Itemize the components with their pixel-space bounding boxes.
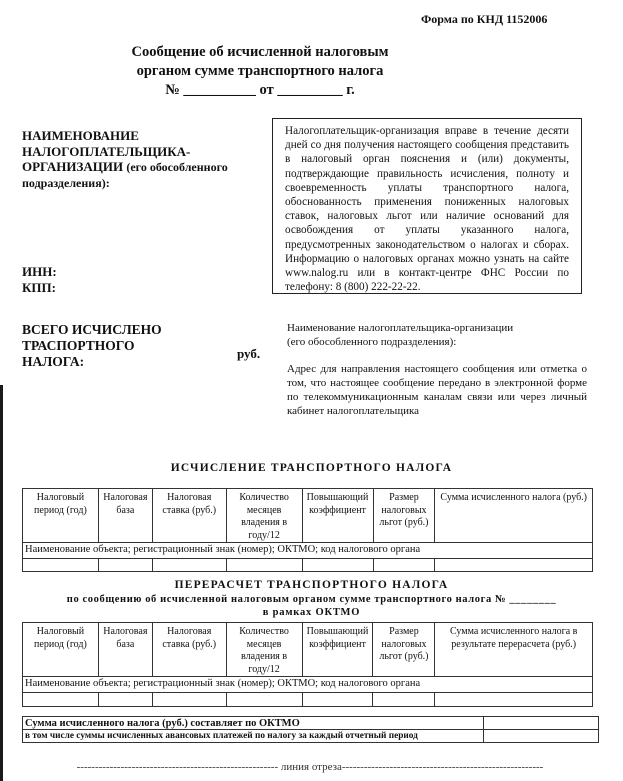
summary-row-advance [23,730,599,743]
object-row [23,543,593,559]
taxpayer-name-label [22,128,228,191]
title-line-1: Сообщение об исчисленной налоговым [131,44,389,60]
col-increasing-coefficient: Повышающий коэффициент [302,489,373,543]
table-row [23,692,593,706]
summary-row-oktmo [23,717,599,730]
col-months-owned: Количество месяцев владения в году/12 [226,623,302,677]
notice-box [272,118,582,294]
table-header-row [23,489,593,543]
recipient-address-text: Адрес для направления настоящего сообщения или отметка о том, что настоящее сообщение передано в электронной форме по телекоммуникационным каналам связи или через личный кабинет налогоплательщика [287,363,587,417]
cell-tax-rate[interactable] [152,559,226,572]
recipient-name-label [287,321,587,349]
recipient-name-line-1: Наименование налогоплательщика-организации [287,322,514,334]
recipient-address-label [287,362,587,418]
calculation-table [22,488,593,572]
cell-tax-period[interactable] [23,692,99,706]
col-tax-rate: Налоговая ставка (руб.) [152,623,226,677]
taxpayer-label-line-2: НАЛОГОПЛАТЕЛЬЩИКА- [22,143,191,159]
title-line-2: органом сумме транспортного налога [136,63,384,79]
cell-tax-rate[interactable] [152,692,226,706]
title-number-date: № __________ от _________ г. [165,82,355,98]
total-currency: руб. [237,346,261,361]
recipient-name-line-2: (его обособленного подразделения): [287,336,457,348]
total-label-line-1: ВСЕГО ИСЧИСЛЕНО [22,322,162,337]
cell-recalculated-tax[interactable] [435,692,593,706]
total-label-line-3: НАЛОГА: [22,354,85,369]
taxpayer-label-line-1: НАИМЕНОВАНИЕ [22,128,139,143]
object-description: Наименование объекта; регистрационный знак (номер); ОКТМО; код налогового органа [23,677,593,693]
table-header-row [23,623,593,677]
taxpayer-label-line-4: подразделения): [22,175,110,190]
summary-oktmo-value[interactable] [484,717,599,730]
col-tax-period: Налоговый период (год) [23,489,99,543]
col-tax-base: Налоговая база [98,489,152,543]
cell-tax-period[interactable] [23,559,99,572]
taxpayer-label-line-3: ОРГАНИЗАЦИИ [22,159,124,174]
recalculation-subtitle: по сообщению об исчисленной налоговым органом сумме транспортного налога № ________ [66,594,557,605]
inn-label: ИНН: [22,264,57,279]
col-calculated-tax: Сумма исчисленного налога (руб.) [435,489,593,543]
total-label-line-2: ТРАСПОРТНОГО [22,338,135,353]
cell-increasing-coefficient[interactable] [302,559,373,572]
cell-calculated-tax[interactable] [435,559,593,572]
cell-months-owned[interactable] [226,559,302,572]
summary-advance-value[interactable] [484,730,599,743]
document-title [120,43,400,100]
object-description: Наименование объекта; регистрационный знак (номер); ОКТМО; код налогового органа [23,543,593,559]
form-code: Форма по КНД 1152006 [421,12,548,26]
col-recalculated-tax: Сумма исчисленного налога в результате перерасчета (руб.) [435,623,593,677]
notice-text: Налогоплательщик-организация вправе в течение десяти дней со дня получения настоящего сообщения представить в налоговый орган пояснения и (или) документы, подтверждающие правильность исчисления, полноту и своевременность уплаты транспортного налога, обоснованность применения пониженных налоговых ставок, налоговых льгот или наличие оснований для освобождения от уплаты указанного налога, предусмотренных законодательством о налогах и сборах. Информацию о налоговых органах можно узнать на сайте www.nalog.ru или в контакт-центре ФНС России по телефону: 8 (800) 222-22-22. [285,125,569,294]
cell-tax-benefits[interactable] [373,692,435,706]
col-tax-benefits: Размер налоговых льгот (руб.) [373,489,435,543]
recalculation-title: ПЕРЕРАСЧЕТ ТРАНСПОРТНОГО НАЛОГА [174,579,449,591]
col-increasing-coefficient: Повышающий коэффициент [302,623,373,677]
cell-months-owned[interactable] [226,692,302,706]
summary-advance-label: в том числе суммы исчисленных авансовых платежей по налогу за каждый отчетный период [23,730,484,743]
total-tax-label [22,322,162,370]
col-tax-base: Налоговая база [98,623,152,677]
summary-oktmo-label: Сумма исчисленного налога (руб.) составляет по ОКТМО [23,717,484,730]
object-row [23,677,593,693]
cell-tax-base[interactable] [98,559,152,572]
table-row [23,559,593,572]
cell-increasing-coefficient[interactable] [302,692,373,706]
recalculation-oktmo-note: в рамках ОКТМО [262,607,361,618]
inn-kpp-block [22,264,57,295]
cell-tax-benefits[interactable] [373,559,435,572]
calculation-title: ИСЧИСЛЕНИЕ ТРАНСПОРТНОГО НАЛОГА [170,462,453,474]
taxpayer-label-note: (его обособленного [126,160,228,174]
summary-table [22,716,599,743]
col-months-owned: Количество месяцев владения в году/12 [226,489,302,543]
cell-tax-base[interactable] [98,692,152,706]
kpp-label: КПП: [22,279,56,295]
recalculation-table [22,622,593,707]
col-tax-benefits: Размер налоговых льгот (руб.) [373,623,435,677]
col-tax-rate: Налоговая ставка (руб.) [152,489,226,543]
cut-line: ------------------------------------------------------- линия отреза------------------------------------------------------- [76,761,544,773]
col-tax-period: Налоговый период (год) [23,623,99,677]
